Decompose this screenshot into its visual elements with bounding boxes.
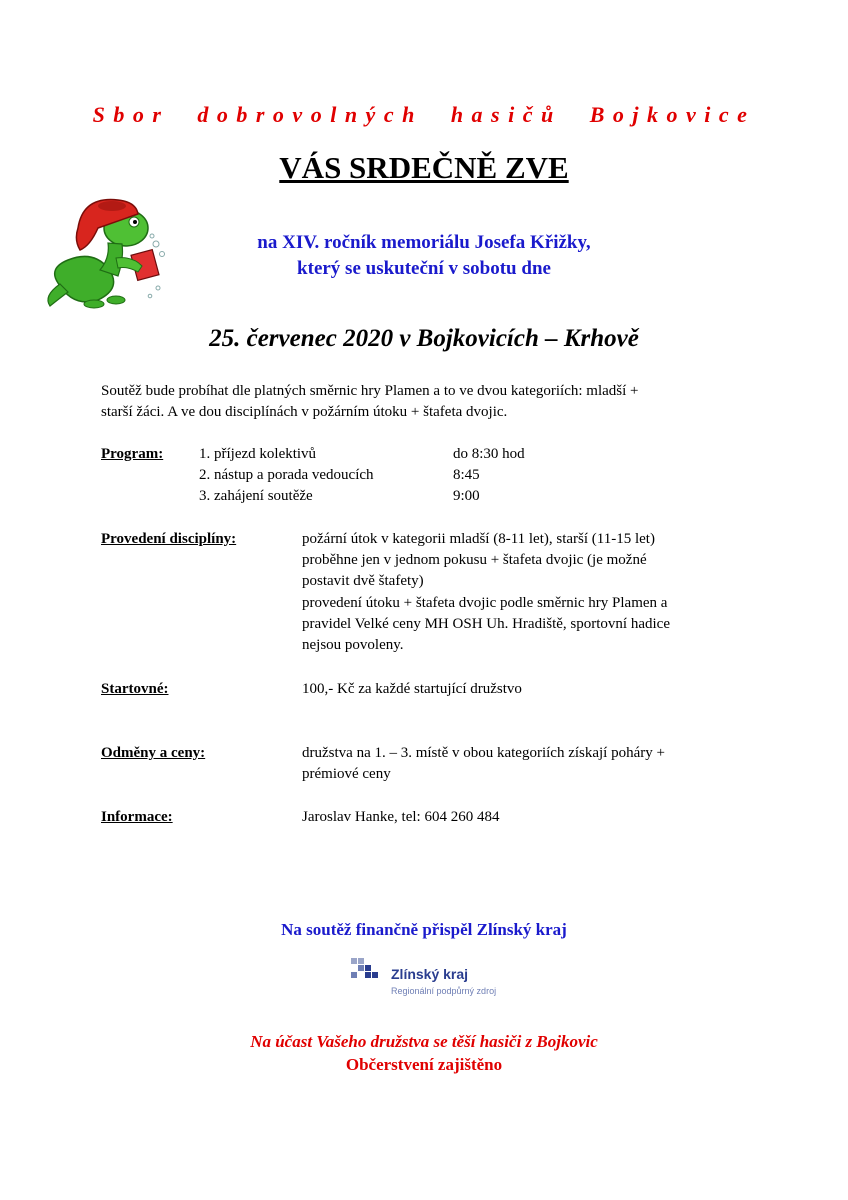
intro-line-1: Soutěž bude probíhat dle platných směrnic hry Plamen a to ve dvou kategoriích: mladší + xyxy=(101,383,639,399)
invite-heading: VÁS SRDEČNĚ ZVE xyxy=(279,150,569,185)
disciplines-line-6: nejsou povoleny. xyxy=(302,637,404,653)
awards-line-1: družstva na 1. – 3. místě v obou kategoriích získají poháry + xyxy=(302,745,665,761)
organization-title: Sbor dobrovolných hasičů Bojkovice xyxy=(92,102,756,127)
info-value: Jaroslav Hanke, tel: 604 260 484 xyxy=(302,809,500,825)
subtitle-line-1: na XIV. ročník memoriálu Josefa Křižky, xyxy=(257,232,591,253)
program-item-2: 2. nástup a porada vedoucích xyxy=(199,467,374,483)
program-time-3: 9:00 xyxy=(453,488,480,504)
logo-name: Zlínský kraj xyxy=(391,966,469,982)
event-date: 25. červenec 2020 v Bojkovicích – Krhově xyxy=(209,325,639,352)
disciplines-line-4: provedení útoku + štafeta dvojic podle směrnic hry Plamen a xyxy=(302,595,668,611)
fee-value: 100,- Kč za každé startující družstvo xyxy=(302,681,522,697)
awards-line-2: prémiové ceny xyxy=(302,766,391,782)
disciplines-line-2: proběhne jen v jednom pokusu + štafeta dvojic (je možné xyxy=(302,552,647,568)
program-item-3: 3. zahájení soutěže xyxy=(199,488,313,504)
disciplines-line-5: pravidel Velké ceny MH OSH Uh. Hradiště, sportovní hadice xyxy=(302,616,670,632)
logo-tagline: Regionální podpůrný zdroj xyxy=(391,986,497,996)
subtitle-line-2: který se uskuteční v sobotu dne xyxy=(297,258,551,279)
sponsor-note: Na soutěž finančně přispěl Zlínský kraj xyxy=(281,920,567,939)
program-time-1: do 8:30 hod xyxy=(453,446,525,462)
zlinsky-kraj-logo-icon xyxy=(351,958,511,1002)
intro-line-2: starší žáci. A ve dou disciplínách v požárním útoku + štafeta dvojic. xyxy=(101,404,508,420)
disciplines-line-3: postavit dvě štafety) xyxy=(302,573,424,589)
program-time-2: 8:45 xyxy=(453,467,480,483)
disciplines-line-1: požární útok v kategorii mladší (8-11 let), starší (11-15 let) xyxy=(302,531,655,547)
awards-label: Odměny a ceny: xyxy=(101,745,206,761)
closing-note: Na účast Vašeho družstva se těší hasiči z Bojkovic xyxy=(250,1032,598,1051)
logo-squares-icon xyxy=(351,958,391,980)
fee-label: Startovné: xyxy=(101,681,169,697)
program-item-1: 1. příjezd kolektivů xyxy=(199,446,317,462)
disciplines-label: Provedení disciplíny: xyxy=(101,531,237,547)
program-label: Program: xyxy=(101,446,164,462)
info-label: Informace: xyxy=(101,809,173,825)
refreshments-note: Občerstvení zajištěno xyxy=(345,1055,503,1074)
